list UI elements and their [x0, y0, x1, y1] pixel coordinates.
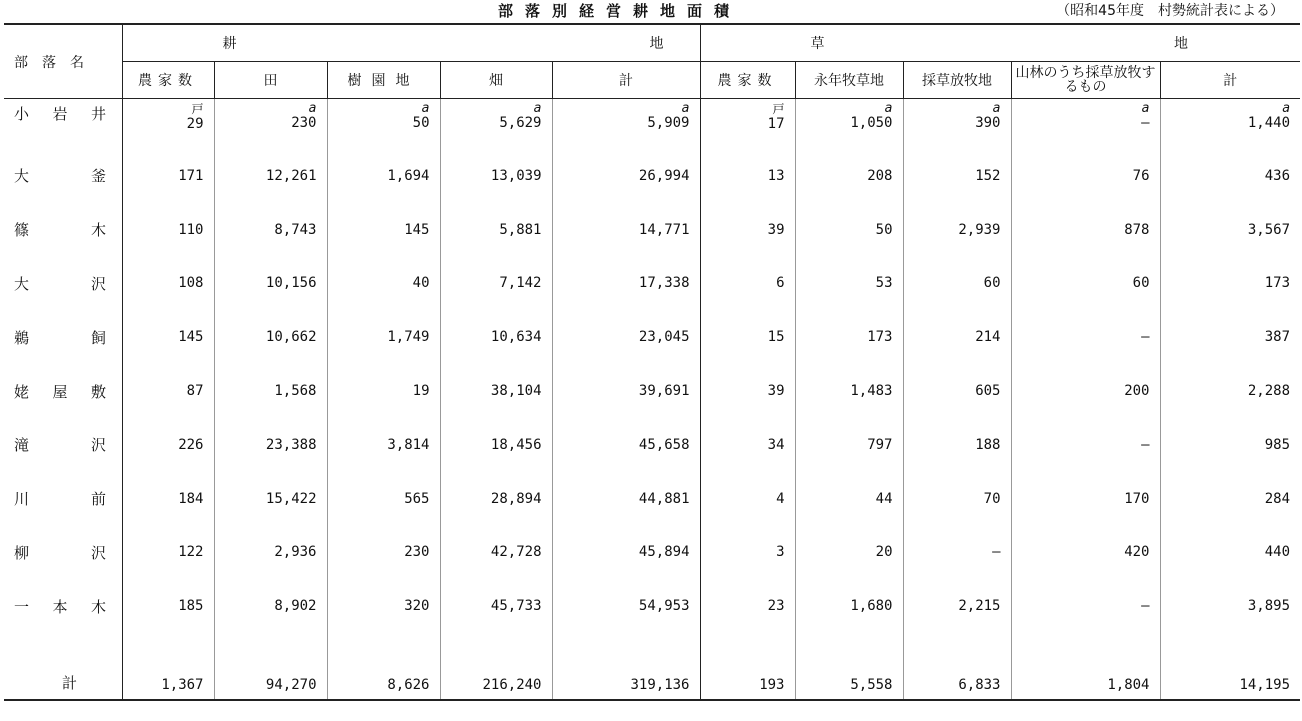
table-row	[4, 579, 1300, 633]
row-name: 滝 沢	[14, 436, 106, 455]
cell-value: 45,894	[552, 526, 700, 580]
total-value: 6,833	[903, 633, 1011, 700]
header-name: 部落名	[4, 24, 122, 99]
unit-label: a	[681, 101, 690, 116]
cell-value: 40	[327, 257, 440, 311]
cell-value: a —	[1011, 99, 1160, 150]
unit-label: 戸	[772, 102, 785, 116]
cell-value: 38,104	[440, 364, 552, 418]
group1-left: 耕	[222, 36, 237, 52]
row-name: 一 本 木	[14, 597, 106, 616]
total-label: 計	[62, 674, 78, 693]
row-name: 小 岩 井	[14, 105, 106, 123]
cell-value: 214	[903, 310, 1011, 364]
cell-value: 87	[122, 364, 214, 418]
cell-value: a 390	[903, 99, 1011, 150]
table-row	[4, 526, 1300, 580]
cell-value: 23,045	[552, 310, 700, 364]
cell-value: 3,814	[327, 418, 440, 472]
cell-value: 7,142	[440, 257, 552, 311]
cell-value: 188	[903, 418, 1011, 472]
cell-value: 23	[700, 579, 795, 633]
cell-value: 15	[700, 310, 795, 364]
table-row	[4, 310, 1300, 364]
cell-value: 8,902	[214, 579, 327, 633]
row-name: 川 前	[14, 490, 106, 509]
cell-value: 440	[1160, 526, 1300, 580]
total-value: 5,558	[795, 633, 903, 700]
table-row	[4, 99, 1300, 150]
cell-value: 8,743	[214, 203, 327, 257]
cell-value: —	[1011, 579, 1160, 633]
cell-value: 797	[795, 418, 903, 472]
cell-value: 1,680	[795, 579, 903, 633]
cell-value: 28,894	[440, 472, 552, 526]
cell-value: 54,953	[552, 579, 700, 633]
table-row	[4, 472, 1300, 526]
table-row	[4, 364, 1300, 418]
cell-value: 39	[700, 203, 795, 257]
page-title: 部落別経営耕地面積	[498, 2, 742, 20]
cell-value: 122	[122, 526, 214, 580]
cell-value: 50	[795, 203, 903, 257]
cell-value: 60	[903, 257, 1011, 311]
header-col-paddy: 田	[214, 62, 327, 99]
header-group-cultivated	[122, 24, 700, 62]
row-name: 鵜 飼	[14, 328, 106, 347]
total-value: 319,136	[552, 633, 700, 700]
cell-value: 4	[700, 472, 795, 526]
cell-value: 2,215	[903, 579, 1011, 633]
cell-value: 436	[1160, 149, 1300, 203]
row-name: 姥 屋 敷	[14, 382, 106, 401]
cell-value: 13,039	[440, 149, 552, 203]
total-value: 193	[700, 633, 795, 700]
unit-label: a	[533, 101, 542, 116]
cell-value: 230	[327, 526, 440, 580]
total-value: 216,240	[440, 633, 552, 700]
cell-value: 76	[1011, 149, 1160, 203]
table-row	[4, 149, 1300, 203]
total-row	[4, 633, 1300, 700]
cell-value: —	[903, 526, 1011, 580]
cell-value: 284	[1160, 472, 1300, 526]
data-table	[4, 23, 1300, 701]
cell-value: 1,568	[214, 364, 327, 418]
cell-value: 17,338	[552, 257, 700, 311]
row-name: 大 沢	[14, 274, 106, 293]
cell-value: 39,691	[552, 364, 700, 418]
cell-value: 985	[1160, 418, 1300, 472]
cell-value: 10,662	[214, 310, 327, 364]
cell-value: 6	[700, 257, 795, 311]
cell-value: 145	[122, 310, 214, 364]
cell-value: 320	[327, 579, 440, 633]
total-value: 14,195	[1160, 633, 1300, 700]
cell-value: 12,261	[214, 149, 327, 203]
cell-value: 145	[327, 203, 440, 257]
cell-value: 戸 29	[122, 99, 214, 150]
cell-value: 70	[903, 472, 1011, 526]
header-col-subtotal2: 計	[1160, 62, 1300, 99]
cell-value: 3,567	[1160, 203, 1300, 257]
cell-value: 152	[903, 149, 1011, 203]
cell-value: 1,694	[327, 149, 440, 203]
group1-right: 地	[649, 36, 664, 52]
cell-value: 45,658	[552, 418, 700, 472]
cell-value: 10,634	[440, 310, 552, 364]
cell-value: 53	[795, 257, 903, 311]
cell-value: 878	[1011, 203, 1160, 257]
unit-label: a	[308, 101, 317, 116]
cell-value: 605	[903, 364, 1011, 418]
cell-value: 226	[122, 418, 214, 472]
cell-value: 60	[1011, 257, 1160, 311]
cell-value: 565	[327, 472, 440, 526]
header-col-subtotal1: 計	[552, 62, 700, 99]
cell-value: 34	[700, 418, 795, 472]
header-col-orchard: 樹園地	[327, 62, 440, 99]
cell-value: a 1,050	[795, 99, 903, 150]
cell-value: 23,388	[214, 418, 327, 472]
cell-value: 2,288	[1160, 364, 1300, 418]
cell-value: 5,881	[440, 203, 552, 257]
cell-value: 1,483	[795, 364, 903, 418]
cell-value: —	[1011, 418, 1160, 472]
cell-value: 2,939	[903, 203, 1011, 257]
cell-value: a 5,629	[440, 99, 552, 150]
cell-value: 3	[700, 526, 795, 580]
cell-value: 15,422	[214, 472, 327, 526]
cell-value: 20	[795, 526, 903, 580]
cell-value: 185	[122, 579, 214, 633]
total-value: 8,626	[327, 633, 440, 700]
cell-value: 14,771	[552, 203, 700, 257]
cell-value: 208	[795, 149, 903, 203]
cell-value: a 50	[327, 99, 440, 150]
cell-value: 420	[1011, 526, 1160, 580]
cell-value: —	[1011, 310, 1160, 364]
cell-value: 1,749	[327, 310, 440, 364]
cell-value: 173	[795, 310, 903, 364]
cell-value: 3,895	[1160, 579, 1300, 633]
cell-value: a 230	[214, 99, 327, 150]
header-col-perennial-pasture: 永年牧草地	[795, 62, 903, 99]
cell-value: 39	[700, 364, 795, 418]
unit-label: 戸	[191, 102, 204, 116]
cell-value: 200	[1011, 364, 1160, 418]
total-value: 1,367	[122, 633, 214, 700]
cell-value: 171	[122, 149, 214, 203]
total-value: 94,270	[214, 633, 327, 700]
cell-value: 110	[122, 203, 214, 257]
cell-value: 19	[327, 364, 440, 418]
table-row	[4, 418, 1300, 472]
cell-value: 44	[795, 472, 903, 526]
unit-label: a	[1282, 101, 1291, 116]
cell-value: 10,156	[214, 257, 327, 311]
unit-label: a	[421, 101, 430, 116]
header-group-grass	[700, 24, 1300, 62]
cell-value: 2,936	[214, 526, 327, 580]
cell-value: 13	[700, 149, 795, 203]
header-col-field: 畑	[440, 62, 552, 99]
cell-value: 45,733	[440, 579, 552, 633]
cell-value: 戸 17	[700, 99, 795, 150]
header-col-forest-grazing: 山林のうち採草放牧するもの	[1011, 62, 1160, 99]
cell-value: 18,456	[440, 418, 552, 472]
row-name: 大 釜	[14, 167, 106, 186]
cell-value: 26,994	[552, 149, 700, 203]
total-value: 1,804	[1011, 633, 1160, 700]
header-col-grazing: 採草放牧地	[903, 62, 1011, 99]
header-col-farmhouses2: 農家数	[700, 62, 795, 99]
cell-value: 184	[122, 472, 214, 526]
source-note: （昭和45年度 村勢統計表による）	[1056, 3, 1284, 19]
unit-label: a	[992, 101, 1001, 116]
group2-right: 地	[1174, 36, 1189, 52]
table-row	[4, 257, 1300, 311]
row-name: 柳 沢	[14, 543, 106, 562]
cell-value: a 5,909	[552, 99, 700, 150]
unit-label: a	[884, 101, 893, 116]
row-name: 篠 木	[14, 221, 106, 240]
header-col-farmhouses: 農家数	[122, 62, 214, 99]
table-row	[4, 203, 1300, 257]
cell-value: 170	[1011, 472, 1160, 526]
cell-value: 108	[122, 257, 214, 311]
group2-left: 草	[810, 36, 825, 52]
cell-value: 387	[1160, 310, 1300, 364]
cell-value: a 1,440	[1160, 99, 1300, 150]
cell-value: 42,728	[440, 526, 552, 580]
cell-value: 44,881	[552, 472, 700, 526]
cell-value: 173	[1160, 257, 1300, 311]
unit-label: a	[1141, 101, 1150, 116]
